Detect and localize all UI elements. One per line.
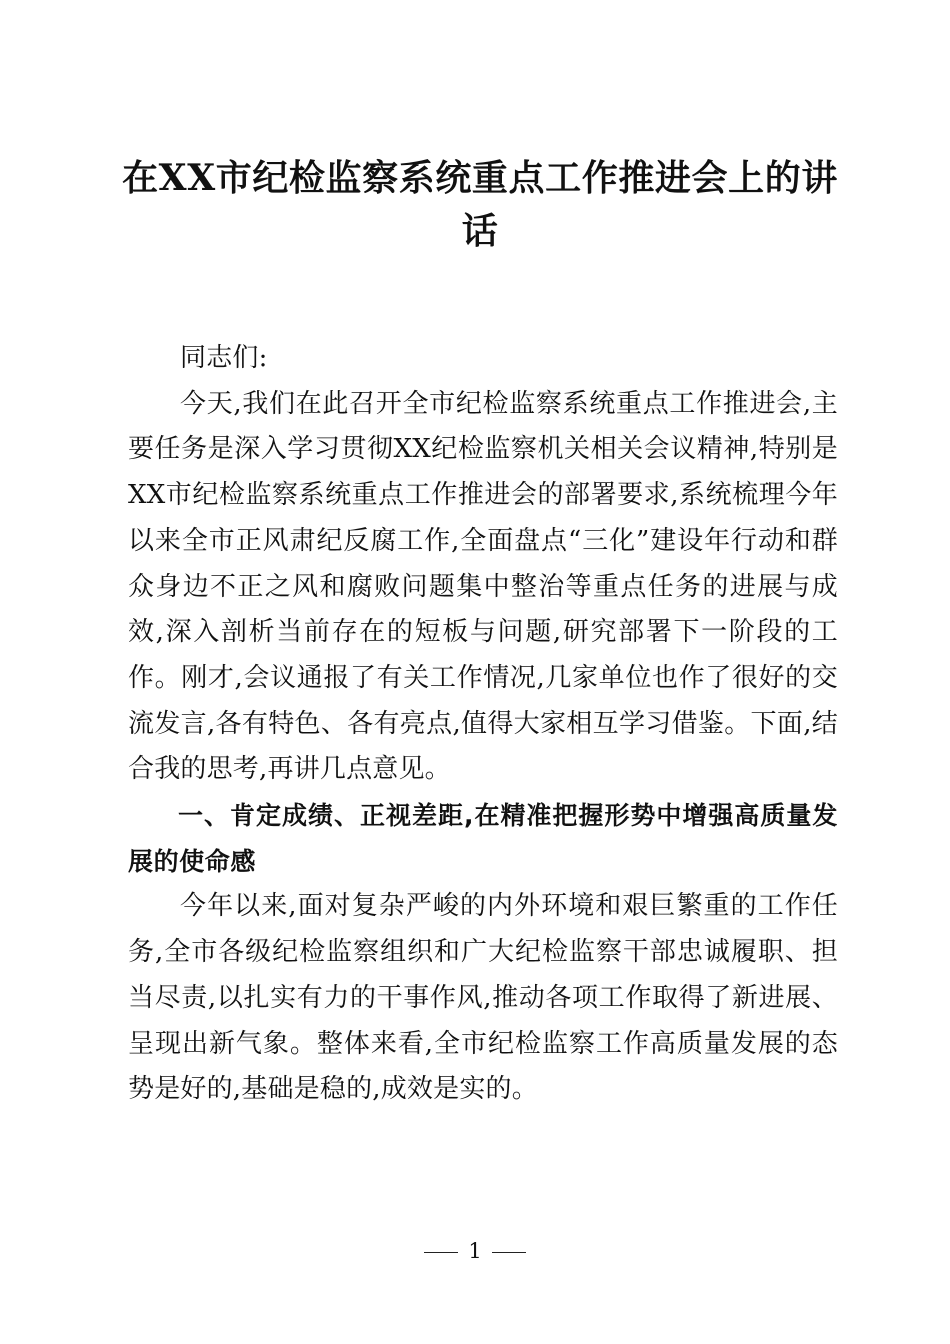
- page-number: 1: [468, 1239, 482, 1263]
- document-title: 在XX市纪检监察系统重点工作推进会上的讲话: [122, 157, 838, 252]
- salutation: 同志们:: [180, 343, 268, 373]
- section-heading: 一、肯定成绩、正视差距,在精准把握形势中增强高质量发展的使命感: [128, 801, 838, 876]
- document-body: [128, 336, 838, 1113]
- paragraph-opening: 今天,我们在此召开全市纪检监察系统重点工作推进会,主要任务是深入学习贯彻XX纪检监察机关相关会议精神,特别是XX市纪检监察系统重点工作推进会的部署要求,系统梳理今年以来全市正风肃纪反腐工作,全面盘点“三化”建设年行动和群众身边不正之风和腐败问题集中整治等重点任务的进展与成效,深入剖析当前存在的短板与问题,研究部署下一阶段的工作。刚才,会议通报了有关工作情况,几家单位也作了很好的交流发言,各有特色、各有亮点,值得大家相互学习借鉴。下面,结合我的思考,再讲几点意见。: [128, 388, 838, 785]
- footer-dash-right: [492, 1252, 526, 1253]
- page-footer: [0, 1236, 950, 1266]
- footer-dash-left: [424, 1252, 458, 1253]
- paragraph-achievements: 今年以来,面对复杂严峻的内外环境和艰巨繁重的工作任务,全市各级纪检监察组织和广大纪检监察干部忠诚履职、担当尽责,以扎实有力的干事作风,推动各项工作取得了新进展、呈现出新气象。整体来看,全市纪检监察工作高质量发展的态势是好的,基础是稳的,成效是实的。: [128, 891, 838, 1105]
